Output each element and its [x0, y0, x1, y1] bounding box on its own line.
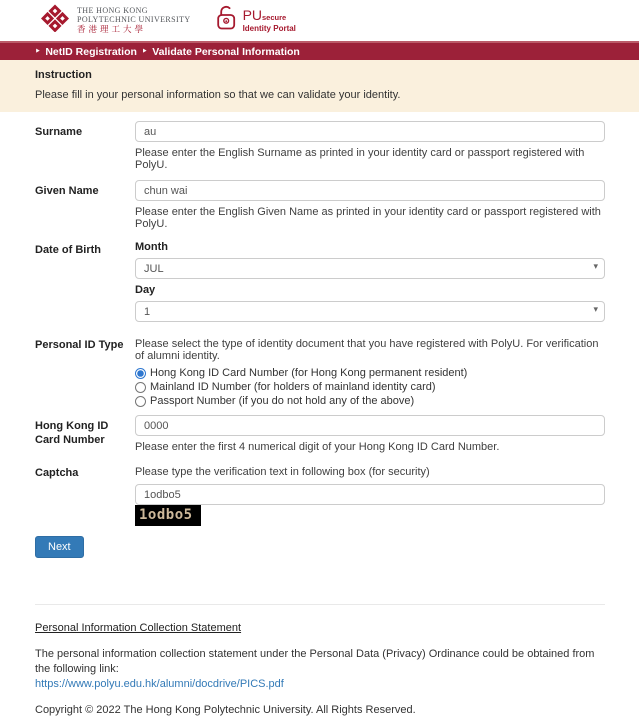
personal-id-type-label: Personal ID Type	[35, 339, 124, 351]
pusecure-tagline: Identity Portal	[242, 23, 296, 33]
hkid-number-help-text: Please enter the first 4 numerical digit of your Hong Kong ID Card Number.	[135, 441, 500, 453]
given-name-help-text: Please enter the English Given Name as printed in your identity card or passport registered with PolyU.	[135, 206, 601, 230]
copyright-text: Copyright © 2022 The Hong Kong Polytechnic University. All Rights Reserved.	[35, 703, 416, 716]
id-type-option-mainland[interactable]	[135, 381, 605, 393]
header	[0, 0, 639, 41]
breadcrumb-item-netid-registration[interactable]: NetID Registration	[45, 45, 137, 58]
pics-statement-link[interactable]: Personal Information Collection Statement	[35, 622, 242, 634]
surname-help-text: Please enter the English Surname as printed in your identity card or passport registered with PolyU.	[135, 147, 585, 171]
id-type-option-mainland-label: Mainland ID Number (for holders of mainland identity card)	[150, 381, 436, 393]
day-select[interactable]	[135, 301, 605, 322]
personal-id-type-help-text: Please select the type of identity document that you have registered with PolyU. For verification of alumni identity.	[135, 338, 599, 362]
pusecure-brand-sub: secure	[262, 13, 287, 23]
id-type-radio-hkid[interactable]	[135, 368, 146, 379]
pusecure-brand-main: PU	[242, 7, 263, 24]
polyu-logo-icon	[40, 4, 70, 37]
breadcrumb-arrow-icon: ‣	[35, 45, 41, 56]
pics-url-link[interactable]: https://www.polyu.edu.hk/alumni/docdrive/PICS.pdf	[35, 677, 284, 690]
polyu-name-chinese: 香港理工大學	[77, 24, 147, 35]
pusecure-logo-text	[243, 7, 296, 33]
polyu-logo-text	[77, 6, 191, 35]
given-name-label: Given Name	[35, 185, 99, 197]
instruction-text: Please fill in your personal information so that we can validate your identity.	[35, 89, 401, 101]
day-select-wrap	[135, 301, 605, 322]
id-type-option-hkid[interactable]	[135, 367, 605, 379]
polyu-logo	[40, 4, 191, 37]
given-name-row	[35, 180, 605, 230]
month-select[interactable]	[135, 258, 605, 279]
month-select-wrap	[135, 258, 605, 279]
pics-statement-text: The personal information collection statement under the Personal Data (Privacy) Ordinance could be obtained from the following link:	[35, 648, 595, 675]
validate-identity-form	[0, 112, 639, 558]
chevron-down-icon: ▾	[593, 304, 598, 314]
day-label: Day	[135, 284, 156, 296]
captcha-label: Captcha	[35, 467, 79, 479]
instruction-title: Instruction	[35, 69, 92, 81]
captcha-help-text: Please type the verification text in following box (for security)	[135, 466, 430, 478]
captcha-row	[35, 462, 605, 526]
hkid-number-input[interactable]	[135, 415, 605, 436]
pusecure-logo	[215, 5, 296, 37]
padlock-icon	[215, 5, 238, 37]
captcha-image: 1odbo5	[135, 505, 201, 526]
id-type-option-passport[interactable]	[135, 395, 605, 407]
id-type-option-hkid-label: Hong Kong ID Card Number (for Hong Kong permanent resident)	[150, 367, 468, 379]
breadcrumb	[0, 41, 639, 60]
date-of-birth-label: Date of Birth	[35, 244, 101, 256]
polyu-name-line1: THE HONG KONG	[77, 5, 148, 15]
id-type-radio-passport[interactable]	[135, 396, 146, 407]
surname-input[interactable]	[135, 121, 605, 142]
personal-id-type-row	[35, 334, 605, 409]
surname-label: Surname	[35, 126, 83, 138]
breadcrumb-item-validate-personal-information: Validate Personal Information	[152, 45, 300, 58]
hkid-number-label: Hong Kong ID Card Number	[35, 420, 109, 447]
personal-id-type-options	[135, 367, 605, 407]
chevron-down-icon: ▾	[593, 261, 598, 271]
polyu-name-line2: POLYTECHNIC UNIVERSITY	[77, 15, 191, 25]
hkid-number-row	[35, 415, 605, 453]
given-name-input[interactable]	[135, 180, 605, 201]
instruction-panel	[0, 60, 639, 112]
id-type-radio-mainland[interactable]	[135, 382, 146, 393]
next-button[interactable]: Next	[35, 536, 84, 558]
surname-row	[35, 121, 605, 171]
id-type-option-passport-label: Passport Number (if you do not hold any of the above)	[150, 395, 415, 407]
captcha-input[interactable]	[135, 484, 605, 505]
date-of-birth-row	[35, 239, 605, 325]
breadcrumb-arrow-icon: ‣	[141, 45, 148, 56]
month-label: Month	[135, 241, 168, 253]
footer	[0, 605, 639, 716]
